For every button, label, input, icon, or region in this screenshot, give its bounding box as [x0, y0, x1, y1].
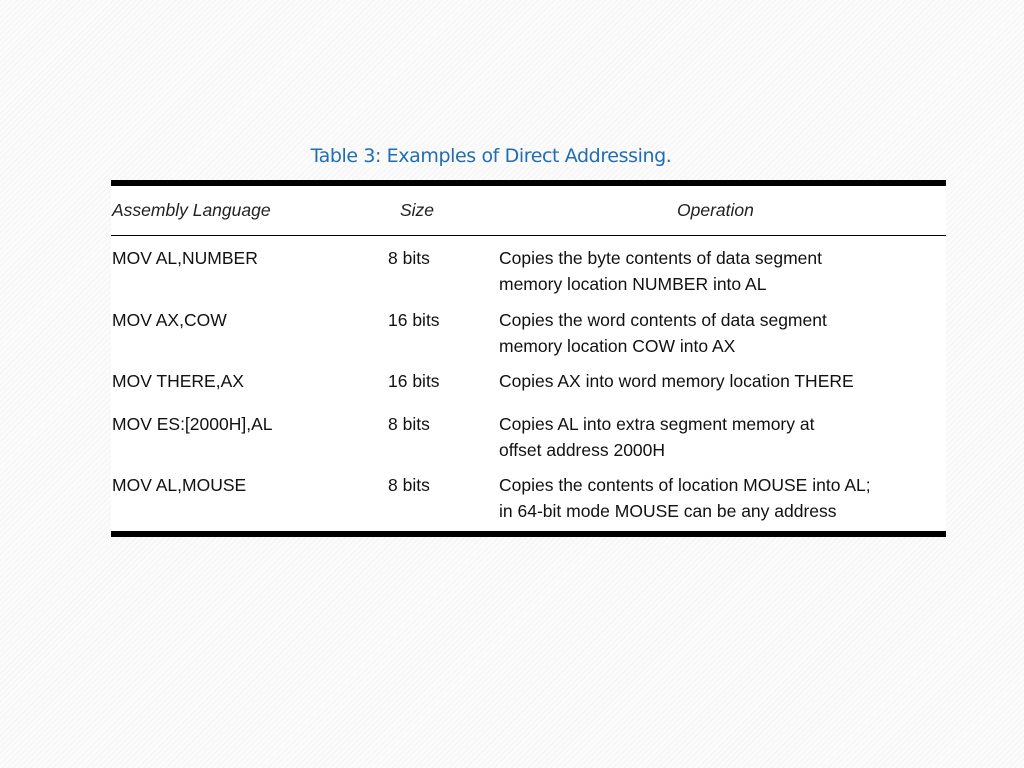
row-2-size: 16 bits	[388, 310, 440, 330]
header-operation: Operation	[677, 200, 754, 220]
row-4-operation-line-2: offset address 2000H	[499, 440, 666, 460]
slide-title: Table 3: Examples of Direct Addressing.	[310, 145, 672, 167]
direct-addressing-table	[111, 180, 946, 537]
row-1-assembly: MOV AL,NUMBER	[112, 248, 258, 268]
row-5-operation-line-1: Copies the contents of location MOUSE into AL;	[499, 475, 871, 495]
row-2-operation-line-1: Copies the word contents of data segment	[499, 310, 827, 330]
table-top-rule	[111, 180, 946, 186]
row-4-assembly: MOV ES:[2000H],AL	[112, 414, 273, 434]
row-2-operation-line-2: memory location COW into AX	[499, 336, 736, 356]
row-5-size: 8 bits	[388, 475, 430, 495]
row-3-size: 16 bits	[388, 371, 440, 391]
row-2-assembly: MOV AX,COW	[112, 310, 227, 330]
header-assembly-language: Assembly Language	[112, 200, 271, 220]
row-4-operation-line-1: Copies AL into extra segment memory at	[499, 414, 815, 434]
row-1-operation-line-2: memory location NUMBER into AL	[499, 274, 767, 294]
row-3-assembly: MOV THERE,AX	[112, 371, 244, 391]
header-divider	[111, 235, 946, 236]
row-4-size: 8 bits	[388, 414, 430, 434]
header-size: Size	[400, 200, 435, 220]
table-bottom-rule	[111, 531, 946, 537]
row-5-operation-line-2: in 64-bit mode MOUSE can be any address	[499, 501, 837, 521]
row-1-operation-line-1: Copies the byte contents of data segment	[499, 248, 822, 268]
row-3-operation-line-1: Copies AX into word memory location THERE	[499, 371, 854, 391]
row-5-assembly: MOV AL,MOUSE	[112, 475, 247, 495]
row-1-size: 8 bits	[388, 248, 430, 268]
